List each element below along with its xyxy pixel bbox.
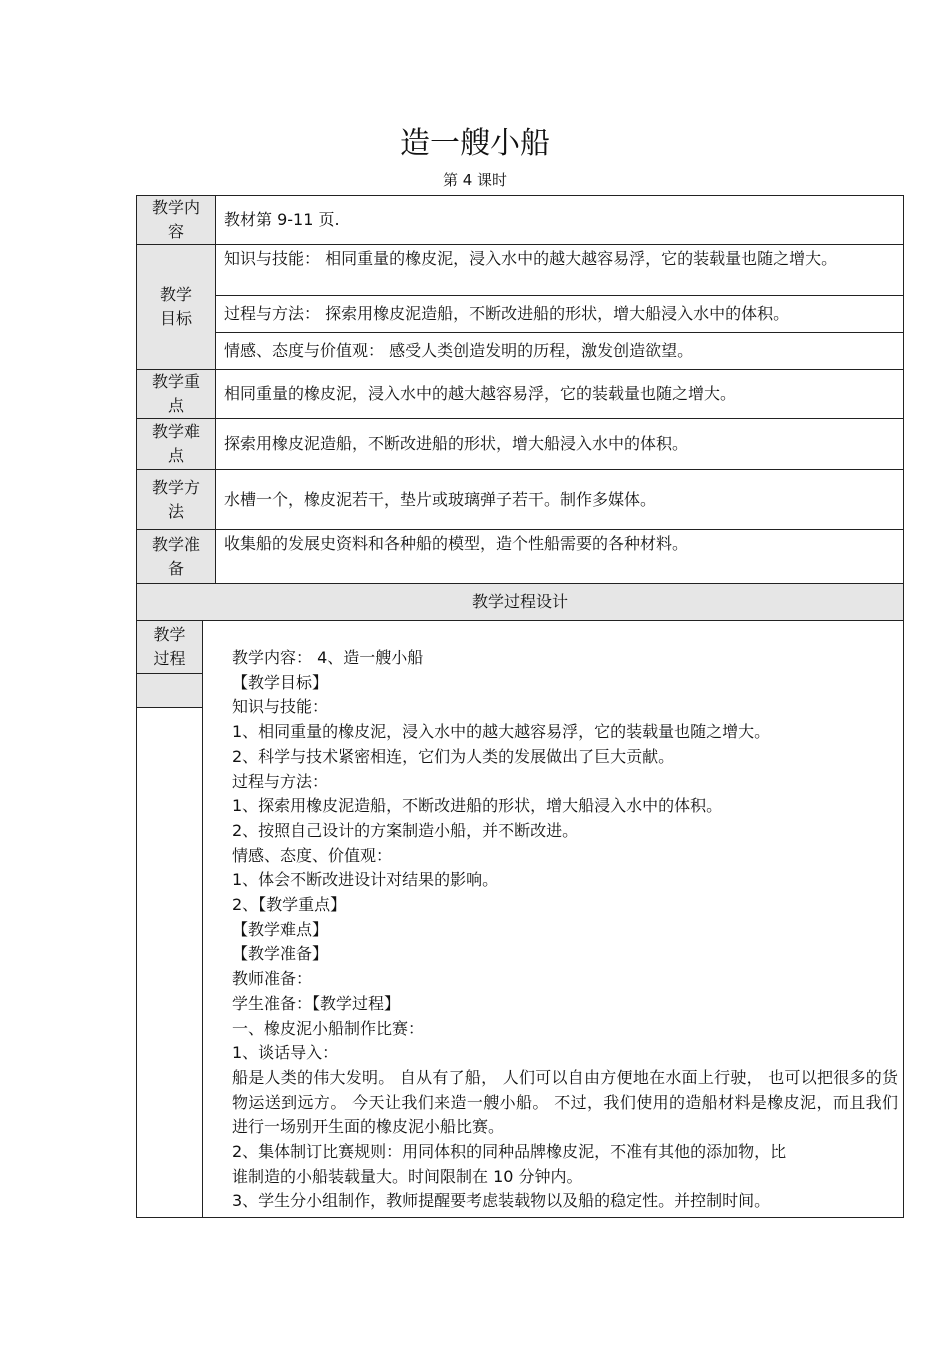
process-line: 一、橡皮泥小船制作比赛： bbox=[232, 1018, 425, 1038]
content-label: 教学内 容 bbox=[136, 195, 216, 245]
process-label-spacer bbox=[136, 673, 203, 708]
difficulty-label: 教学难 点 bbox=[136, 418, 216, 470]
process-line: 2、按照自己设计的方案制造小船，并不断改进。 bbox=[232, 820, 579, 840]
process-line: 1、谈话导入： bbox=[232, 1043, 339, 1063]
focus-value: 相同重量的橡皮泥，浸入水中的越大越容易浮，它的装载量也随之增大。 bbox=[215, 369, 904, 419]
lesson-number: 第 4 课时 bbox=[442, 171, 508, 189]
process-line: 【教学难点】 bbox=[232, 919, 329, 939]
process-label: 教学 过程 bbox=[136, 620, 203, 674]
process-line: 1、探索用橡皮泥造船，不断改进船的形状，增大船浸入水中的体积。 bbox=[232, 796, 723, 816]
process-line: 1、体会不断改进设计对结果的影响。 bbox=[232, 870, 499, 890]
process-line: 知识与技能： bbox=[232, 697, 329, 717]
prep-label: 教学准 备 bbox=[136, 529, 216, 584]
process-line: 2、【教学重点】 bbox=[232, 895, 347, 915]
page-title: 造一艘小船 bbox=[400, 126, 550, 161]
process-line: 情感、态度、价值观： bbox=[232, 845, 393, 865]
process-line: 3、学生分小组制作，教师提醒要考虑装载物以及船的稳定性。并控制时间。 bbox=[232, 1191, 771, 1211]
process-label-column bbox=[136, 707, 203, 1218]
process-line: 教师准备： bbox=[232, 969, 313, 989]
process-paragraph: 船是人类的伟大发明。 自从有了船， 人们可以自由方便地在水面上行驶， 也可以把很多的货物运送到远方。 今天让我们来造一艘小船。 不过，我们使用的造船材料是橡皮泥，而且我们进行一场别开生面的橡皮泥小船比赛。 bbox=[232, 1067, 898, 1137]
process-line: 教学内容： 4、造一艘小船 bbox=[232, 648, 424, 667]
focus-label: 教学重 点 bbox=[136, 369, 216, 419]
process-line: 【教学目标】 bbox=[232, 672, 329, 692]
process-line: 学生准备：【教学过程】 bbox=[232, 993, 401, 1013]
content-value: 教材第 9-11 页. bbox=[215, 195, 904, 245]
method-label: 教学方 法 bbox=[136, 469, 216, 530]
process-content bbox=[232, 646, 898, 1214]
process-line: 过程与方法： bbox=[232, 771, 329, 791]
process-line: 谁制造的小船装载量大。时间限制在 10 分钟内。 bbox=[232, 1166, 583, 1186]
prep-value: 收集船的发展史资料和各种船的模型，造个性船需要的各种材料。 bbox=[215, 529, 904, 584]
goal-attitude: 情感、态度与价值观： 感受人类创造发明的历程，激发创造欲望。 bbox=[215, 332, 904, 370]
difficulty-value: 探索用橡皮泥造船，不断改进船的形状，增大船浸入水中的体积。 bbox=[215, 418, 904, 470]
process-line: 2、科学与技术紧密相连，它们为人类的发展做出了巨大贡献。 bbox=[232, 746, 675, 766]
goals-label: 教学 目标 bbox=[136, 244, 216, 370]
goal-process: 过程与方法： 探索用橡皮泥造船，不断改进船的形状，增大船浸入水中的体积。 bbox=[215, 295, 904, 333]
method-value: 水槽一个，橡皮泥若干，垫片或玻璃弹子若干。制作多媒体。 bbox=[215, 469, 904, 530]
design-header: 教学过程设计 bbox=[136, 583, 904, 621]
process-line: 1、相同重量的橡皮泥，浸入水中的越大越容易浮，它的装载量也随之增大。 bbox=[232, 722, 771, 742]
process-line: 【教学准备】 bbox=[232, 944, 329, 964]
process-line: 2、集体制订比赛规则：用同体积的同种品牌橡皮泥，不准有其他的添加物，比 bbox=[232, 1142, 787, 1162]
goal-knowledge: 知识与技能： 相同重量的橡皮泥，浸入水中的越大越容易浮，它的装载量也随之增大。 bbox=[215, 244, 904, 296]
